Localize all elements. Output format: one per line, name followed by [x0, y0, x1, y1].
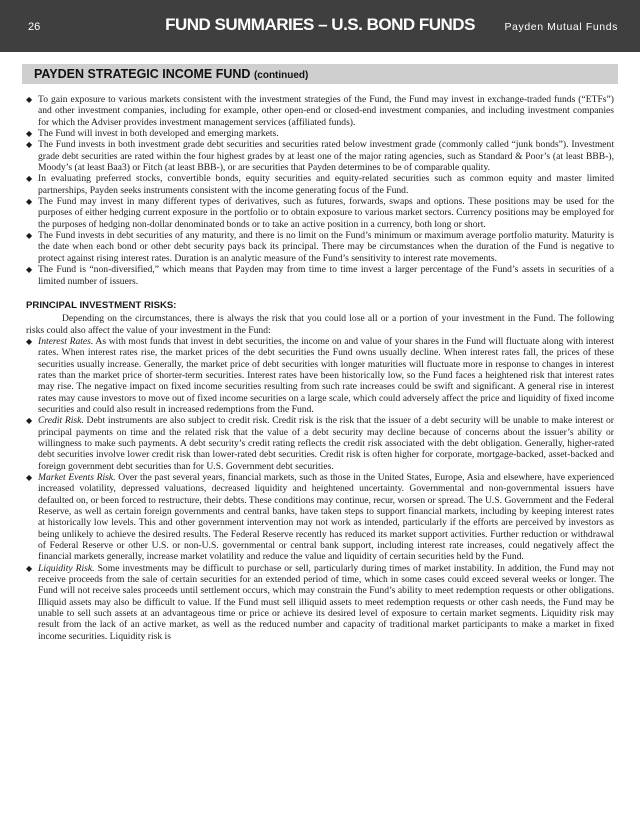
list-item-text: The Fund invests in both investment grade debt securities and securities rated below investment grade (commonly called “junk bonds”). Investment grade debt securities are rated within the four highest grades by at least one of the major rating agencies, such as Standard & Poor’s (at least BBB-), Moody’s (at least Baa3) or Fitch (at least BBB-), or are securities that Payden determines to be of comparable quality. — [38, 139, 614, 174]
diamond-bullet-icon: ◆ — [26, 336, 33, 346]
risk-text: Over the past several years, financial markets, such as those in the United States, Europe, Asia and elsewhere, have experienced increased volatility, depressed valuations, decreased liquidity and heightened uncertainty. Governmental and non-governmental issuers have defaulted on, or been forced to restructure, their debts. These conditions may continue, recur, worsen or spread. The U.S. Government and the Federal Reserve, as well as certain foreign governments and central banks, have taken steps to support financial markets, including by keeping interest rates at historically low levels. This and other government intervention may not work as intended, particularly if the efforts are perceived by investors as being unlikely to achieve the desired results. The Federal Reserve recently has reduced its market support activities. Further reduction or withdrawal of Federal Reserve or other U.S. or non-U.S. governmental or central bank support, including interest rate increases, could negatively affect the financial markets generally, increase market volatility and reduce the value and liquidity of certain securities held by the Fund. — [38, 472, 614, 563]
list-item — [26, 230, 614, 264]
list-item — [26, 94, 614, 128]
fund-name: PAYDEN STRATEGIC INCOME FUND — [34, 67, 251, 81]
risk-text: As with most funds that invest in debt securities, the income on and value of your shares in the Fund will fluctuate along with interest rates. When interest rates rise, the market prices of the debt securities the Fund owns usually decline. When interest rates fall, the prices of these securities usually increase. Generally, the market price of debt securities with longer maturities will fluctuate more in response to changes in interest rates than the market price of shorter-term securities. Interest rates have been historically low, so the Fund faces a heightened risk that interest rates may rise. The negative impact on fixed income securities resulting from such rate increases could be swift and significant. A general rise in interest rates may cause investors to move out of fixed income securities on a large scale, which could adversely affect the price and liquidity of fixed income securities and could also result in increased redemptions from the Fund. — [38, 335, 615, 415]
list-item — [26, 196, 614, 230]
list-item-text: To gain exposure to various markets consistent with the investment strategies of the Fund, the Fund may invest in exchange-traded funds (“ETFs”) and other investment companies, including for example, other open-end or closed-end investment companies, and including investment companies for which the Adviser provides investment management services (affiliated funds). — [38, 94, 614, 128]
list-item-text: In evaluating preferred stocks, convertible bonds, equity securities and equity-related securities such as common equity and master limited partnerships, Payden seeks instruments consistent with the income generating focus of the Fund. — [38, 173, 614, 196]
list-item-text: The Fund may invest in many different types of derivatives, such as futures, forwards, swaps and options. These positions may be used for the purposes of either hedging current exposure in the portfolio or to obtain exposure to various market sectors. Currency positions may be employed for the purposes of hedging non-dollar denominated bonds or to take an active position in a currency, both long or short. — [38, 196, 614, 230]
list-item-text: The Fund invests in debt securities of any maturity, and there is no limit on the Fund’s minimum or maximum average portfolio maturity. Maturity is the date when each bond or other debt security pays back its principal. There may be circumstances when the duration of the Fund is negative to protect against rising interest rates. Duration is an analytic measure of the Fund’s sensitivity to interest rate movements. — [38, 230, 614, 264]
list-item — [26, 139, 614, 173]
diamond-bullet-icon: ◆ — [26, 197, 33, 207]
list-item-text: The Fund is “non-diversified,” which means that Payden may from time to time invest a larger percentage of the Fund’s assets in securities of a limited number of issuers. — [38, 264, 614, 287]
risk-item — [26, 336, 614, 415]
risk-text: Some investments may be difficult to purchase or sell, particularly during times of market instability. In addition, the Fund may not receive proceeds from the sale of certain securities for an extended period of time, which in some cases could exceed several weeks or longer. The Fund will not receive sales proceeds until settlement occurs, which may constrain the Fund’s ability to meet redemption requests or other obligations. Illiquid assets may also be difficult to value. If the Fund must sell illiquid assets to meet redemption requests or other cash needs, the Fund may be unable to sell such assets at an advantageous time or price or achieve its desired level of exposure to certain market segments. Liquidity risk may result from the lack of an active market, as well as the reduced number and capacity of traditional market participants to make a market in fixed income securities. Liquidity risk is — [38, 562, 614, 642]
strategy-list — [26, 94, 614, 287]
list-item — [26, 173, 614, 196]
main-content — [26, 94, 614, 642]
page-header — [0, 0, 640, 52]
fund-title — [34, 67, 308, 81]
risk-name: Credit Risk. — [38, 415, 84, 427]
risk-name: Liquidity Risk. — [38, 562, 95, 574]
risk-item — [26, 472, 614, 563]
brand-name: Payden Mutual Funds — [504, 21, 618, 33]
section-heading: PRINCIPAL INVESTMENT RISKS: — [26, 299, 177, 311]
diamond-bullet-icon: ◆ — [26, 265, 33, 275]
diamond-bullet-icon: ◆ — [26, 473, 33, 482]
risk-text: Debt instruments are also subject to credit risk. Credit risk is the risk that the issuer of a debt security will be unable to make interest or principal payments on time and the related risk that the value of a debt security may decline because of concerns about the issuer’s ability or willingness to make such payments. A debt security’s credit rating reflects the credit risk associated with the debt obligation. Generally, higher-rated debt securities involve lower credit risk than lower-rated debt securities. Credit risk is often higher for corporate, mortgage-backed, asset-backed and foreign government debt securities than for U.S. Government debt securities. — [38, 415, 614, 472]
diamond-bullet-icon: ◆ — [26, 563, 33, 573]
fund-banner — [22, 64, 618, 84]
risk-list — [26, 336, 614, 642]
diamond-bullet-icon: ◆ — [26, 140, 33, 150]
risk-name: Interest Rates. — [38, 335, 94, 347]
section-intro: Depending on the circumstances, there is always the risk that you could lose all or a portion of your investment in the Fund. The following risks could also affect the value of your investment in the Fund: — [26, 313, 614, 336]
diamond-bullet-icon: ◆ — [26, 174, 33, 184]
list-item — [26, 128, 614, 139]
fund-title-suffix: (continued) — [253, 70, 309, 81]
diamond-bullet-icon: ◆ — [26, 129, 33, 139]
list-item-text: The Fund will invest in both developed and emerging markets. — [38, 128, 279, 140]
risk-item — [26, 415, 614, 472]
risk-name: Market Events Risk. — [38, 472, 116, 483]
diamond-bullet-icon: ◆ — [26, 95, 33, 104]
risk-item — [26, 563, 614, 642]
diamond-bullet-icon: ◆ — [26, 416, 33, 426]
page-title: FUND SUMMARIES – U.S. BOND FUNDS — [165, 15, 475, 34]
list-item — [26, 264, 614, 287]
diamond-bullet-icon: ◆ — [26, 231, 33, 241]
page-number: 26 — [28, 21, 41, 33]
